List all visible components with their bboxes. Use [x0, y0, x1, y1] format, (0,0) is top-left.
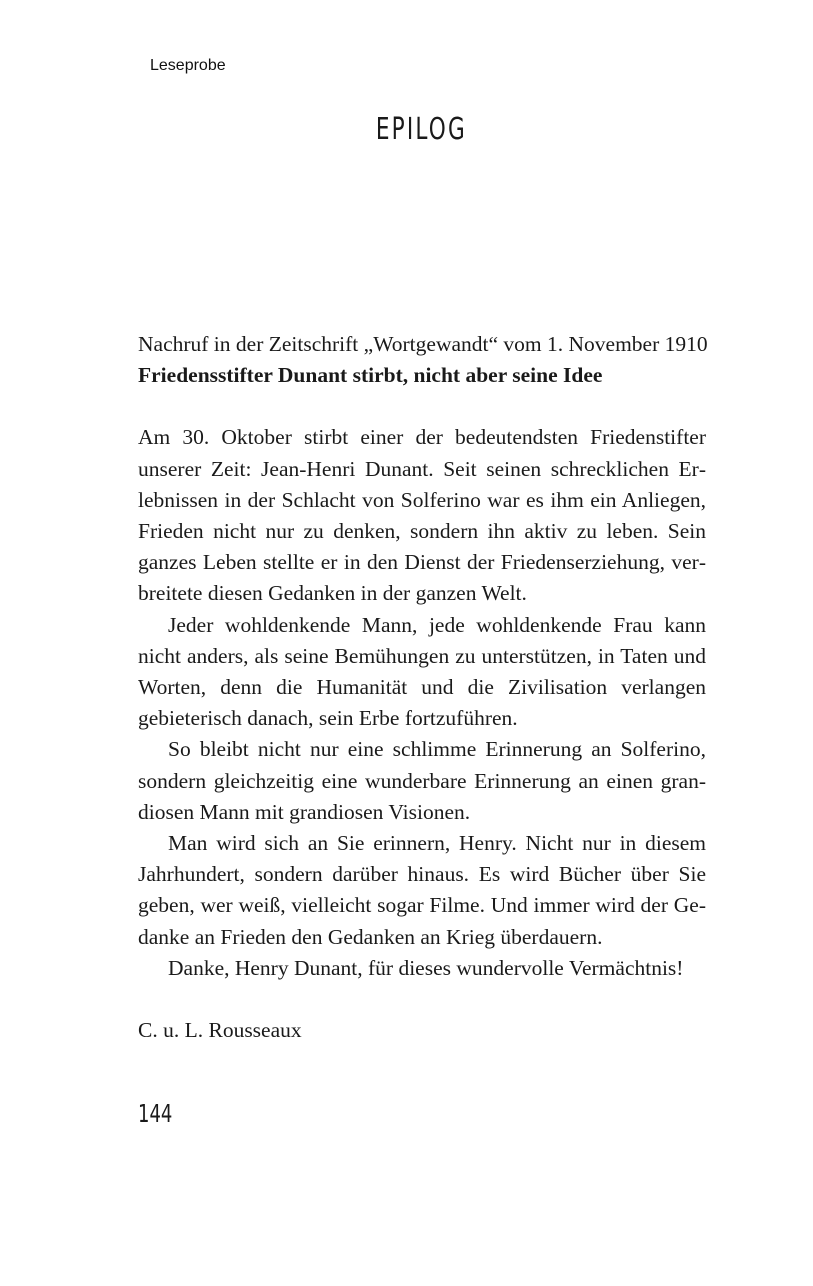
article-signature: C. u. L. Rousseaux: [138, 1018, 302, 1043]
spacer: [138, 391, 706, 422]
article-paragraph-4: Man wird sich an Sie erinnern, Henry. Nicht nur in diesem Jahrhundert, sondern darüber hinaus. Es wird Bücher über Sie geben, wer weiß, vielleicht sogar Filme. Und immer wird der Gedanke an Frieden den Gedanken an Krieg überdauern.: [138, 831, 706, 949]
chapter-title: EPILOG: [375, 112, 467, 147]
article-paragraph-2: Jeder wohldenkende Mann, jede wohldenkende Frau kann nicht anders, als seine Bemühungen zu unterstützen, in Taten und Worten, denn die Humanität und die Zivilisation verlangen gebieterisch danach, sein Erbe fortzuführen.: [138, 612, 706, 731]
article-paragraph-3: So bleibt nicht nur eine schlimme Erinnerung an Solferino, sondern gleichzeitig eine wunderbare Erinnerung an einen grandiosen Mann mit grandiosen Visionen.: [138, 737, 706, 824]
article: [138, 329, 706, 1046]
article-paragraph-5: Danke, Henry Dunant, für dieses wundervolle Vermächtnis!: [168, 955, 684, 980]
spacer: [138, 984, 706, 1015]
article-headline: Friedensstifter Dunant stirbt, nicht aber seine Idee: [138, 363, 603, 388]
article-source-line: Nachruf in der Zeitschrift „Wortgewandt“ vom 1. November 1910: [138, 332, 708, 356]
preview-label: Leseprobe: [150, 57, 226, 74]
article-paragraph-1: Am 30. Oktober stirbt einer der bedeutendsten Friedenstifter unserer Zeit: Jean-Henri Dunant. Seit seinen schrecklichen Erlebnissen in der Schlacht von Solferino war es ihm ein Anliegen, Frieden nicht nur zu denken, sondern ihn aktiv zu leben. Sein ganzes Leben stellte er in den Dienst der Friedenserziehung, verbreitete diesen Gedanken in der ganzen Welt.: [138, 425, 706, 606]
page-number: 144: [138, 1099, 173, 1128]
